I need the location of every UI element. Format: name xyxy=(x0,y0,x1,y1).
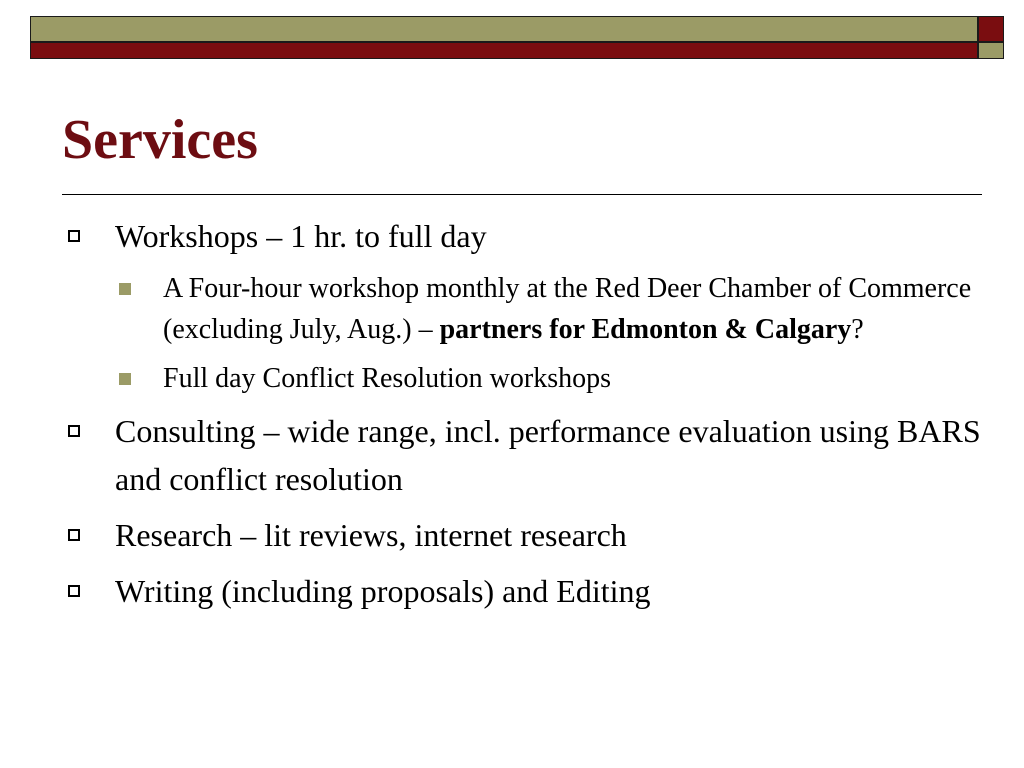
title-divider xyxy=(62,194,982,195)
header-bar-red xyxy=(30,42,978,59)
filled-square-bullet-icon xyxy=(119,373,131,385)
filled-square-bullet-icon xyxy=(119,283,131,295)
bullet-writing xyxy=(62,567,992,615)
bullet-text: Research – lit reviews, internet research xyxy=(115,517,627,553)
header-square-olive xyxy=(978,42,1004,59)
header-bar-olive xyxy=(30,16,978,42)
slide-body xyxy=(62,212,992,615)
sub-bullet-text xyxy=(163,268,992,350)
hollow-square-bullet-icon xyxy=(68,529,80,541)
bullet-research xyxy=(62,511,992,559)
sub-bullet-text-bold: partners for Edmonton & Calgary xyxy=(439,314,852,345)
hollow-square-bullet-icon xyxy=(68,425,80,437)
bullet-workshops xyxy=(62,212,992,260)
hollow-square-bullet-icon xyxy=(68,585,80,597)
sub-bullet-conflict-workshops xyxy=(62,358,992,399)
bullet-consulting xyxy=(62,407,992,503)
header-square-red xyxy=(978,16,1004,42)
sub-bullet-text: Full day Conflict Resolution workshops xyxy=(163,363,611,394)
bullet-text: Workshops – 1 hr. to full day xyxy=(115,218,487,254)
hollow-square-bullet-icon xyxy=(68,230,80,242)
slide-title: Services xyxy=(62,109,258,171)
bullet-text: Consulting – wide range, incl. performance evaluation using BARS and conflict resolution xyxy=(115,413,981,497)
sub-bullet-text-end: ? xyxy=(851,314,864,345)
sub-bullet-monthly-workshop xyxy=(62,268,992,350)
sub-bullet-text-plain: A Four-hour workshop monthly at the Red Deer Chamber of Commerce (excluding July, Aug.) – xyxy=(163,273,972,345)
bullet-text: Writing (including proposals) and Editing xyxy=(115,573,651,609)
